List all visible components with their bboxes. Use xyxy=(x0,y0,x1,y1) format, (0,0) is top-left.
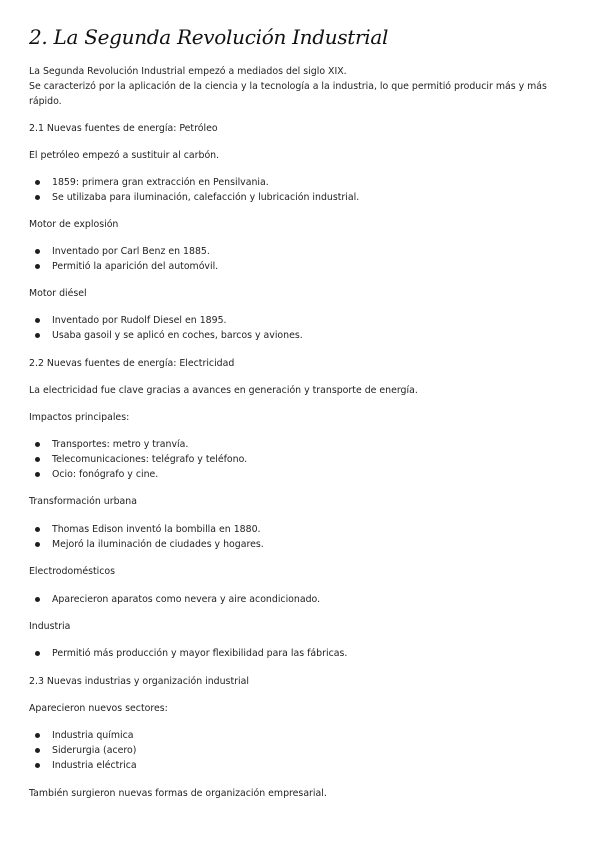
list-item: Ocio: fonógrafo y cine. xyxy=(29,467,247,482)
section-heading-2-1: 2.1 Nuevas fuentes de energía: Petróleo xyxy=(29,123,218,134)
subheading-motor-explosion: Motor de explosión xyxy=(29,219,119,230)
section-text: La electricidad fue clave gracias a avances en generación y transporte de energía. xyxy=(29,385,418,396)
list-item: Siderurgia (acero) xyxy=(29,743,137,758)
bullet-list xyxy=(29,313,303,343)
bullet-list xyxy=(29,244,218,274)
list-item: Industria eléctrica xyxy=(29,758,137,773)
intro-line: Se caracterizó por la aplicación de la ciencia y la tecnología a la industria, lo que permitió producir más y más rápido. xyxy=(29,81,547,107)
intro-paragraph xyxy=(29,64,574,109)
subheading-sectores: Aparecieron nuevos sectores: xyxy=(29,703,168,714)
subheading-motor-diesel: Motor diésel xyxy=(29,288,87,299)
section-heading-2-3: 2.3 Nuevas industrias y organización industrial xyxy=(29,676,249,687)
list-item: Transportes: metro y tranvía. xyxy=(29,437,247,452)
intro-line: La Segunda Revolución Industrial empezó a mediados del siglo XIX. xyxy=(29,66,347,77)
list-item: Inventado por Rudolf Diesel en 1895. xyxy=(29,313,303,328)
subheading-electrodomesticos: Electrodomésticos xyxy=(29,566,116,577)
bullet-list xyxy=(29,728,137,773)
list-item: Industria química xyxy=(29,728,137,743)
list-item: Inventado por Carl Benz en 1885. xyxy=(29,244,218,259)
list-item: Permitió la aparición del automóvil. xyxy=(29,259,218,274)
bullet-list xyxy=(29,175,359,205)
list-item: Permitió más producción y mayor flexibilidad para las fábricas. xyxy=(29,646,347,661)
list-item: Aparecieron aparatos como nevera y aire acondicionado. xyxy=(29,592,320,607)
page-title: 2. La Segunda Revolución Industrial xyxy=(29,25,389,49)
bullet-list xyxy=(29,646,347,661)
subheading-impactos: Impactos principales: xyxy=(29,412,130,423)
subheading-transformacion-urbana: Transformación urbana xyxy=(29,496,137,507)
bullet-list xyxy=(29,592,320,607)
section-text: El petróleo empezó a sustituir al carbón. xyxy=(29,150,220,161)
bullet-list xyxy=(29,522,264,552)
list-item: Thomas Edison inventó la bombilla en 1880. xyxy=(29,522,264,537)
list-item: Mejoró la iluminación de ciudades y hogares. xyxy=(29,537,264,552)
bullet-list xyxy=(29,437,247,482)
closing-text: También surgieron nuevas formas de organización empresarial. xyxy=(29,788,327,799)
list-item: Se utilizaba para iluminación, calefacción y lubricación industrial. xyxy=(29,190,359,205)
subheading-industria: Industria xyxy=(29,621,71,632)
section-heading-2-2: 2.2 Nuevas fuentes de energía: Electricidad xyxy=(29,358,235,369)
list-item: 1859: primera gran extracción en Pensilvania. xyxy=(29,175,359,190)
list-item: Usaba gasoil y se aplicó en coches, barcos y aviones. xyxy=(29,328,303,343)
list-item: Telecomunicaciones: telégrafo y teléfono. xyxy=(29,452,247,467)
